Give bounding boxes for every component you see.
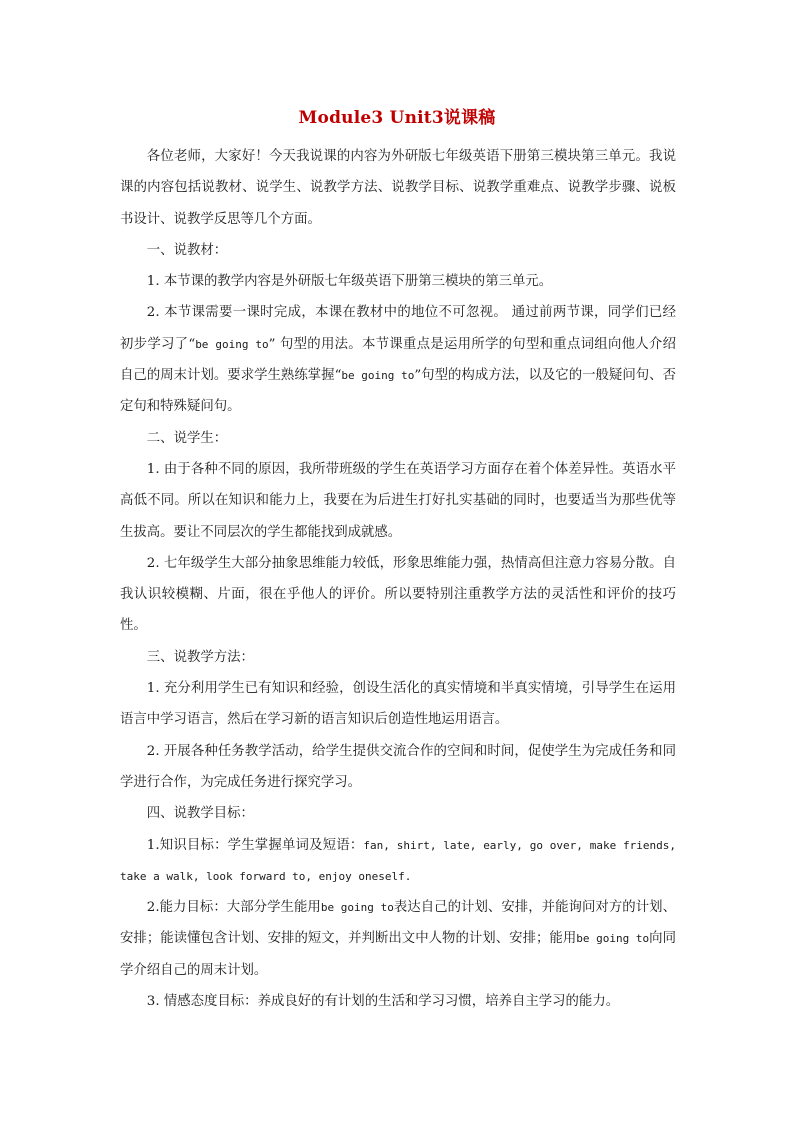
document-title: Module3 Unit3说课稿 <box>298 108 496 128</box>
code-phrase: be going to <box>195 337 269 351</box>
text-span: 表达自己的计划、安排，并能询问对方的计划、安排；能读懂包含计划、安排的短文，并判断出文中人物的计划、安排；能用 <box>120 900 677 947</box>
section-heading-students: 二、说学生： <box>146 430 228 446</box>
textbook-paragraph-2 <box>120 297 676 422</box>
methods-paragraph-1: 1. 充分利用学生已有知识和经验，创设生活化的真实情境和半真实情境，引导学生在运用语言中学习语言，然后在学习新的语言知识后创造性地运用语言。 <box>120 681 676 728</box>
section-heading-goals: 四、说教学目标： <box>146 806 254 822</box>
text-span: ”句型的构成方法，以及它的一般疑问句、否定句和特殊疑问句。 <box>120 368 676 415</box>
students-paragraph-1: 1. 由于各种不同的原因，我所带班级的学生在英语学习方面存在着个体差异性。英语水平高低不同。所以在知识和能力上，我要在为后进生打好扎实基础的同时，也要适当为那些优等生拔高。要让不同层次的学生都能找到成就感。 <box>120 461 676 540</box>
section-heading-textbook: 一、说教材： <box>146 242 228 258</box>
goals-paragraph-3: 3. 情感态度目标：养成良好的有计划的生活和学习习惯，培养自主学习的能力。 <box>146 994 620 1010</box>
code-phrase: be going to <box>320 901 394 915</box>
text-span: 2. 本节课需要一课时完成，本课在教材中的地位不可忽视。 通过前两节课，同学们已经初步学习了“ <box>120 305 676 352</box>
intro-paragraph: 各位老师，大家好！今天我说课的内容为外研版七年级英语下册第三模块第三单元。我说课的内容包括说教材、说学生、说教学方法、说教学目标、说教学重难点、说教学步骤、说板书设计、说教学反思等几个方面。 <box>120 149 676 227</box>
code-phrase: be going to <box>576 932 650 946</box>
code-phrase: be going to <box>341 369 415 383</box>
section-heading-methods: 三、说教学方法： <box>146 649 254 665</box>
methods-paragraph-2: 2. 开展各种任务教学活动，给学生提供交流合作的空间和时间，促使学生为完成任务和同学进行合作，为完成任务进行探究学习。 <box>120 743 676 790</box>
goals-paragraph-1 <box>120 830 676 893</box>
document-body <box>120 141 676 1017</box>
text-span: ” 句型的用法。本节课重点是运用所学的句型和重点词组向他人介绍自己的周末计划。要求学生熟练掌握“ <box>120 336 676 384</box>
students-paragraph-2: 2. 七年级学生大部分抽象思维能力较低，形象思维能力强，热情高但注意力容易分散。自我认识较模糊、片面，很在乎他人的评价。所以要特别注重教学方法的灵活性和评价的技巧性。 <box>120 555 676 634</box>
goals-paragraph-2 <box>120 892 676 986</box>
text-span: 2.能力目标：大部分学生能用 <box>146 900 321 916</box>
vocabulary-list: fan, shirt, late, early, go over, make friends, take a walk, look forward to, enjoy oneself. <box>120 838 676 883</box>
text-span: 向同学介绍自己的周末计划。 <box>120 931 676 978</box>
textbook-paragraph-1: 1. 本节课的教学内容是外研版七年级英语下册第三模块的第三单元。 <box>146 274 553 290</box>
text-span: 1.知识目标：学生掌握单词及短语： <box>146 837 364 853</box>
